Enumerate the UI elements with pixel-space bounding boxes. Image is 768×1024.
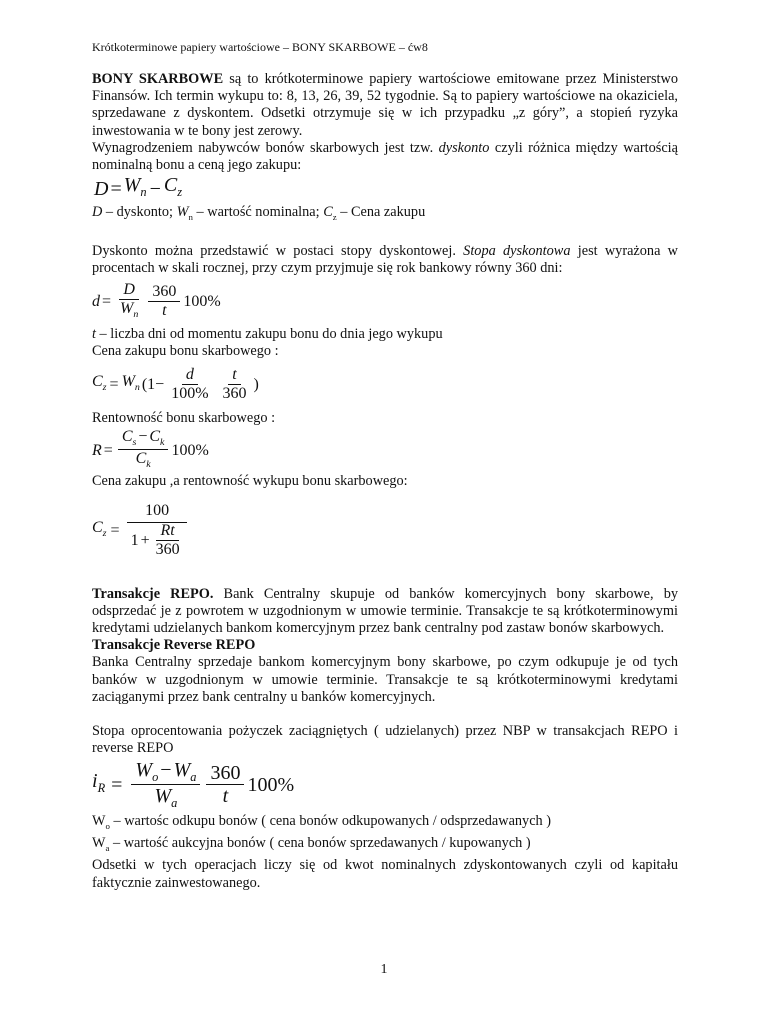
- discount-term: Stopa dyskontowa: [463, 243, 571, 260]
- f3-eq: =: [109, 376, 119, 394]
- wa-definition: $W_a$ – wartość aukcyjna bonów ( cena bonów sprzedawanych / kupowanych ): [92, 835, 531, 854]
- interest-paragraph: Odsetki w tych operacjach liczy się od kwot nominalnych zdyskontowanych czyli od kapitału faktycznie zainwestowanego.: [92, 857, 678, 891]
- f4-eq: =: [103, 441, 113, 459]
- f6-fraction-1: $\frac{W_o - W_a}{W_a}$: [131, 760, 200, 811]
- f5-eq: =: [110, 521, 120, 539]
- formula-repo-rate: [92, 757, 678, 813]
- running-header: Krótkoterminowe papiery wartościowe – BONY SKARBOWE – ćw8: [92, 40, 428, 54]
- f6-percent: 100%: [247, 773, 295, 796]
- f4-lhs: R: [92, 441, 102, 459]
- f1-w: $W_n$: [123, 174, 147, 200]
- reward-post: czyli różnica między wartością nominalną bonu a ceną jego zakupu:: [92, 139, 678, 174]
- f2-lhs: d: [92, 293, 100, 311]
- intro-paragraph: [92, 71, 678, 140]
- f4-fraction: $\frac{C_s - C_k}{C_k}$: [118, 429, 169, 471]
- f2-fraction-1: $\frac{D}{W_n}$: [120, 281, 139, 321]
- f3-open: (1: [141, 376, 156, 394]
- price-label: Cena zakupu bonu skarbowego :: [92, 342, 279, 359]
- reward-paragraph: [92, 140, 678, 174]
- rate-paragraph: Stopa oprocentowania pożyczek zaciągniętych ( udzielanych) przez NBP w transakcjach REPO i reverse REPO: [92, 722, 678, 757]
- formula-purchase-price: [92, 360, 678, 410]
- f2-fraction-2: $\frac{360}{t}$: [148, 284, 180, 319]
- formula-discount-rate: [92, 278, 678, 326]
- price-yield-label: Cena zakupu ,a rentowność wykupu bonu skarbowego:: [92, 473, 408, 490]
- f4-percent: 100%: [171, 441, 209, 459]
- page-number: 1: [380, 962, 388, 977]
- reverse-repo-title: Transakcje Reverse REPO: [92, 637, 256, 654]
- legend-days: t – liczba dni od momentu zakupu bonu do dnia jego wykupu: [92, 325, 443, 342]
- yield-label: Rentowność bonu skarbowego :: [92, 410, 276, 427]
- f1-c: $C_z$: [163, 174, 183, 200]
- f6-fraction-2: $\frac{360}{t}$: [206, 763, 244, 807]
- f3-close: ): [253, 376, 259, 394]
- spacer: [92, 706, 678, 723]
- f1-eq: =: [110, 177, 122, 200]
- f5-c: $C_z$: [92, 518, 107, 539]
- f3-w: $W_n$: [121, 373, 140, 394]
- formula-price-from-yield: [92, 493, 678, 569]
- spacer: [92, 226, 678, 243]
- f1-lhs: D: [94, 177, 109, 200]
- intro-text: są to krótkoterminowe papiery wartościowe emitowane przez Ministerstwo Finansów. Ich termin wykupu to: 8, 13, 26, 39, 52 tygodnie. Są to papiery wartościowe na okaziciela, sprzedawane z dyskontem. Odsetki otrzymuje się w ich przypadku „z góry”, a stopień ryzyka inwestowania w te bony jest zerowy.: [92, 71, 679, 139]
- reward-pre: Wynagrodzeniem nabywców bonów skarbowych jest tzw.: [92, 139, 439, 156]
- content-body: [92, 71, 678, 892]
- f5-fraction: 100 1 + $\frac{Rt}{360}$: [127, 503, 188, 558]
- f2-percent: 100%: [183, 293, 221, 311]
- f3-c: $C_z$: [92, 373, 107, 394]
- f3-minus: −: [155, 376, 165, 394]
- formula-yield: [92, 427, 678, 473]
- spacer: [92, 569, 678, 586]
- reverse-repo-paragraph: Banka Centralny sprzedaje bankom komercyjnym bony skarbowe, po czym odkupuje je od tych banków w uzgodnionym w umowie terminie. Transakcje te są krótkoterminowymi kredytami zaciąganymi przez bank centralny u banków komercyjnych.: [92, 654, 678, 705]
- repo-title: Transakcje REPO.: [92, 585, 214, 602]
- legend-discount: D – dyskonto; $W_n$ – wartość nominalna; $C_z$ – Cena zakupu: [92, 204, 426, 223]
- f1-minus: −: [149, 177, 161, 200]
- reward-term: dyskonto: [438, 139, 490, 156]
- discount-paragraph: Dyskonto można przedstawić w postaci stopy dyskontowej. Stopa dyskontowa jest wyrażona w procentach w skali rocznej, przy czym przyjmuje się rok bankowy równy 360 dni:: [92, 243, 678, 277]
- repo-paragraph: Transakcje REPO. Bank Centralny skupuje od banków komercyjnych bony skarbowe, by odsprzedać je z powrotem w uzgodnionym w umowie terminie. Transakcje te są krótkoterminowymi kredytami udzielanych bankom komercyjnym przez bank centralny pod zastaw bonów skarbowych.: [92, 585, 678, 636]
- f6-eq: =: [111, 773, 123, 796]
- f3-fraction-1: $\frac{d}{100\%}$: [171, 366, 209, 403]
- intro-term: BONY SKARBOWE: [92, 71, 224, 87]
- f6-lhs: $i_R$: [92, 770, 106, 796]
- formula-discount: [94, 174, 678, 204]
- f3-fraction-2: $\frac{t}{360}$: [222, 366, 247, 403]
- wo-definition: $W_o$ – wartośc odkupu bonów ( cena bonów odkupowanych / odsprzedawanych ): [92, 813, 552, 832]
- f2-eq: =: [102, 293, 112, 311]
